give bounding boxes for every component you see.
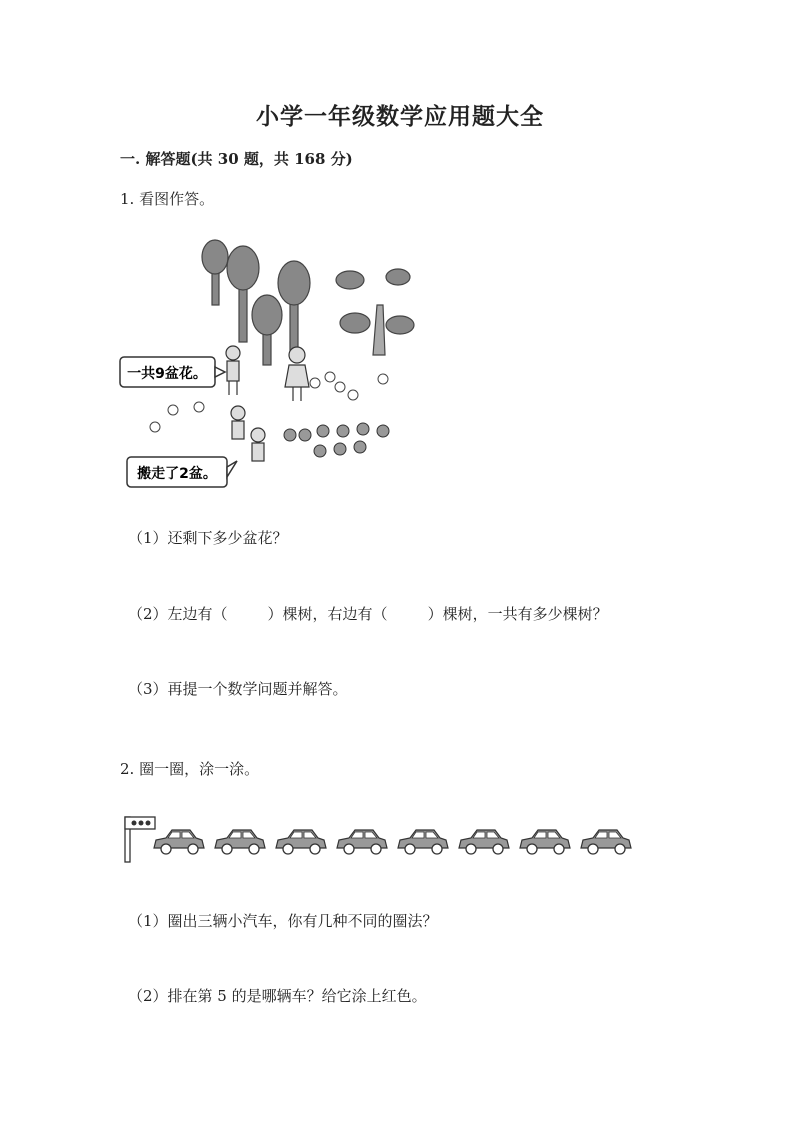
section-heading: 一. 解答题(共 30 题，共 168 分) (120, 150, 353, 168)
bubble-total-flowers: 一共9盆花。 (127, 366, 207, 382)
question-2-illustration (120, 812, 640, 867)
question-1-sub-3: （3）再提一个数学问题并解答。 (128, 680, 348, 698)
traffic-light-icon (125, 817, 155, 862)
question-1-stem: 1. 看图作答。 (120, 190, 215, 208)
car-icon (154, 830, 204, 854)
question-1-sub-2: （2）左边有（ ）棵树，右边有（ ）棵树，一共有多少棵树？ (128, 605, 608, 623)
question-2-sub-2: （2）排在第 5 的是哪辆车？给它涂上红色。 (128, 987, 427, 1005)
car-icon (276, 830, 326, 854)
question-1-illustration (115, 235, 415, 495)
question-2-sub-1: （1）圈出三辆小汽车，你有几种不同的圈法？ (128, 912, 438, 930)
car-icon (520, 830, 570, 854)
car-icon (459, 830, 509, 854)
car-icon (337, 830, 387, 854)
page-title: 小学一年级数学应用题大全 (256, 103, 544, 130)
bubble-moved-flowers: 搬走了2盆。 (137, 466, 217, 482)
question-1-sub-1: （1）还剩下多少盆花？ (128, 529, 288, 547)
car-icon (215, 830, 265, 854)
question-2-stem: 2. 圈一圈，涂一涂。 (120, 760, 260, 778)
car-icon (581, 830, 631, 854)
car-icon (398, 830, 448, 854)
